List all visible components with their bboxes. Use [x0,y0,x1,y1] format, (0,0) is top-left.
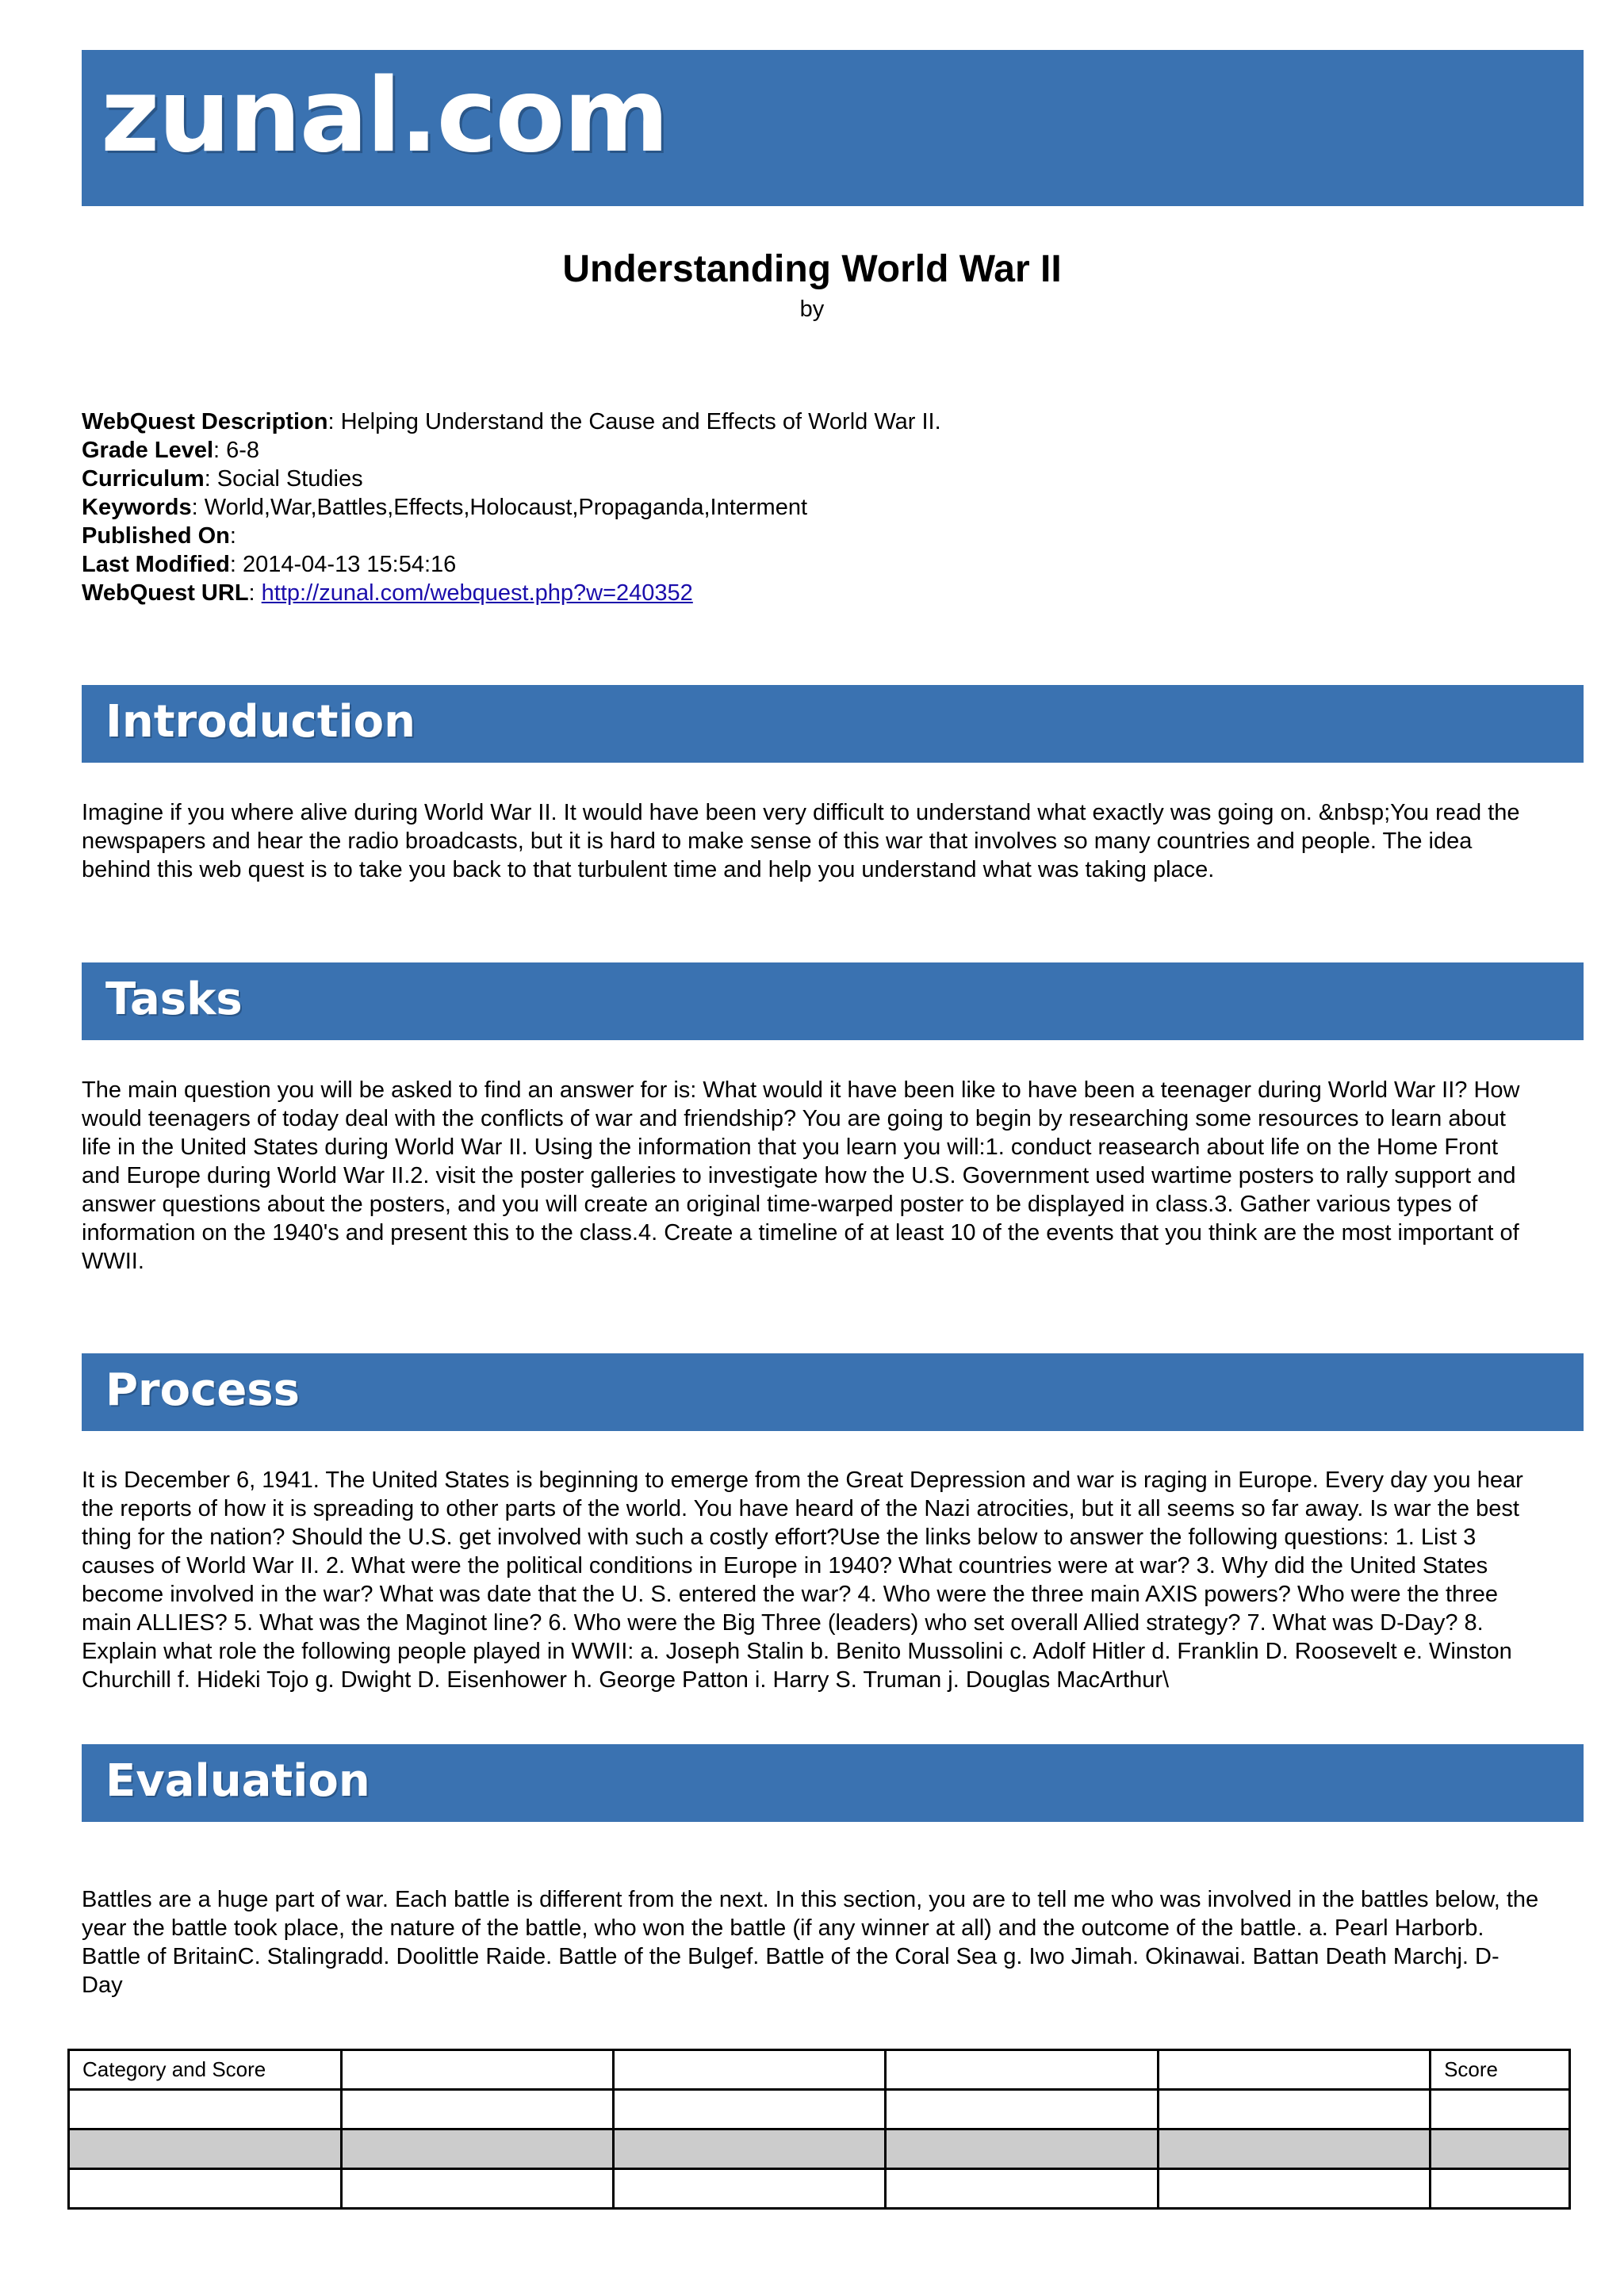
rubric-header-row [69,2050,1570,2090]
rubric-cell [1431,2130,1570,2169]
rubric-cell [886,2130,1158,2169]
rubric-cell [341,2169,613,2209]
meta-keywords: Keywords: World,War,Battles,Effects,Holocaust,Propaganda,Interment [82,495,808,520]
meta-published: Published On: [82,523,236,549]
rubric-header-cell: Category and Score [69,2050,342,2090]
byline: by [799,297,825,322]
process-text: It is December 6, 1941. The United States is beginning to emerge from the Great Depression and war is raging in Europe. Every day you hear the reports of how it is spreading to other parts of the world. You have heard of the Nazi atrocities, but it all seems so far away. Is war the best thing for the nation? Should the U.S. get involved with such a costly effort?Use the links below to answer the following questions: 1. List 3 causes of World War II. 2. What were the political conditions in Europe in 1940? What countries were at war? 3. Why did the United States become involved in the war? What was date that the U. S. entered the war? 4. Who were the three main AXIS powers? Who were the three main ALLIES? 5. What was the Maginot line? 6. Who were the Big Three (leaders) who set overall Allied strategy? 7. What was D-Day? 8. Explain what role the following people played in WWII: a. Joseph Stalin b. Benito Mussolini c. Adolf Hitler d. Franklin D. Roosevelt e. Winston Churchill f. Hideki Tojo g. Dwight D. Eisenhower h. George Patton i. Harry S. Truman j. Douglas MacArthur\ [82,1468,1523,1693]
rubric-cell [341,2130,613,2169]
site-logo[interactable]: zunal.com [101,57,668,175]
rubric-cell [1431,2090,1570,2130]
rubric-cell [1158,2169,1430,2209]
process-header [82,1353,1584,1431]
page-title: Understanding World War II [562,248,1062,290]
rubric-cell [886,2090,1158,2130]
webquest-url-link[interactable]: http://zunal.com/webquest.php?w=240352 [261,580,693,606]
rubric-cell [69,2130,342,2169]
rubric-cell [1158,2130,1430,2169]
meta-grade: Grade Level: 6-8 [82,438,260,463]
process-heading: Process [105,1364,300,1416]
evaluation-heading: Evaluation [105,1755,370,1807]
rubric-cell [69,2169,342,2209]
rubric-cell [1431,2169,1570,2209]
meta-curriculum: Curriculum: Social Studies [82,466,363,492]
rubric-cell [1158,2090,1430,2130]
rubric-header-cell [886,2050,1158,2090]
meta-description: WebQuest Description: Helping Understand the Cause and Effects of World War II. [82,409,941,434]
rubric-header-cell [613,2050,885,2090]
rubric-header-cell [341,2050,613,2090]
rubric-cell [886,2169,1158,2209]
introduction-text: Imagine if you where alive during World War II. It would have been very difficult to understand what exactly was going on. &nbsp;You read the newspapers and hear the radio broadcasts, but it is hard to make sense of this war that involves so many countries and people. The idea behind this web quest is to take you back to that turbulent time and help you understand what was taking place. [82,800,1520,882]
rubric-header-cell [1158,2050,1430,2090]
rubric-row [69,2090,1570,2130]
introduction-header [82,685,1584,763]
rubric-cell [613,2169,885,2209]
rubric-cell [613,2090,885,2130]
webquest-meta [82,408,1584,607]
tasks-heading: Tasks [105,974,243,1025]
rubric-row [69,2169,1570,2209]
evaluation-text: Battles are a huge part of war. Each battle is different from the next. In this section, you are to tell me who was involved in the battles below, the year the battle took place, the nature of the battle, who won the battle (if any winner at all) and the outcome of the battle. a. Pearl Harborb. Battle of BritainC. Stalingradd. Doolittle Raide. Battle of the Bulgef. Battle of the Coral Sea g. Iwo Jimah. Okinawai. Battan Death Marchj. D- Day [82,1887,1539,1998]
rubric-cell [341,2090,613,2130]
tasks-text: The main question you will be asked to find an answer for is: What would it have been like to have been a teenager during World War II? How would teenagers of today deal with the conflicts of war and friendship? You are going to begin by researching some resources to learn about life in the United States during World War II. Using the information that you learn you will:1. conduct reasearch about life on the Home Front and Europe during World War II.2. visit the poster galleries to investigate how the U.S. Government used wartime posters to rally support and answer questions about the posters, and you will create an original time-warped poster to be displayed in class.3. Gather various types of information on the 1940's and present this to the class.4. Create a timeline of at least 10 of the events that you think are the most important of WWII. [82,1077,1520,1274]
rubric-row [69,2130,1570,2169]
rubric-table [67,2049,1571,2210]
header-banner [82,50,1584,206]
introduction-heading: Introduction [105,696,416,748]
rubric-header-cell: Score [1431,2050,1570,2090]
rubric-cell [69,2090,342,2130]
evaluation-header [82,1744,1584,1822]
rubric-cell [613,2130,885,2169]
meta-url: WebQuest URL: http://zunal.com/webquest.php?w=240352 [82,580,693,606]
tasks-header [82,962,1584,1040]
meta-modified: Last Modified: 2014-04-13 15:54:16 [82,552,457,577]
